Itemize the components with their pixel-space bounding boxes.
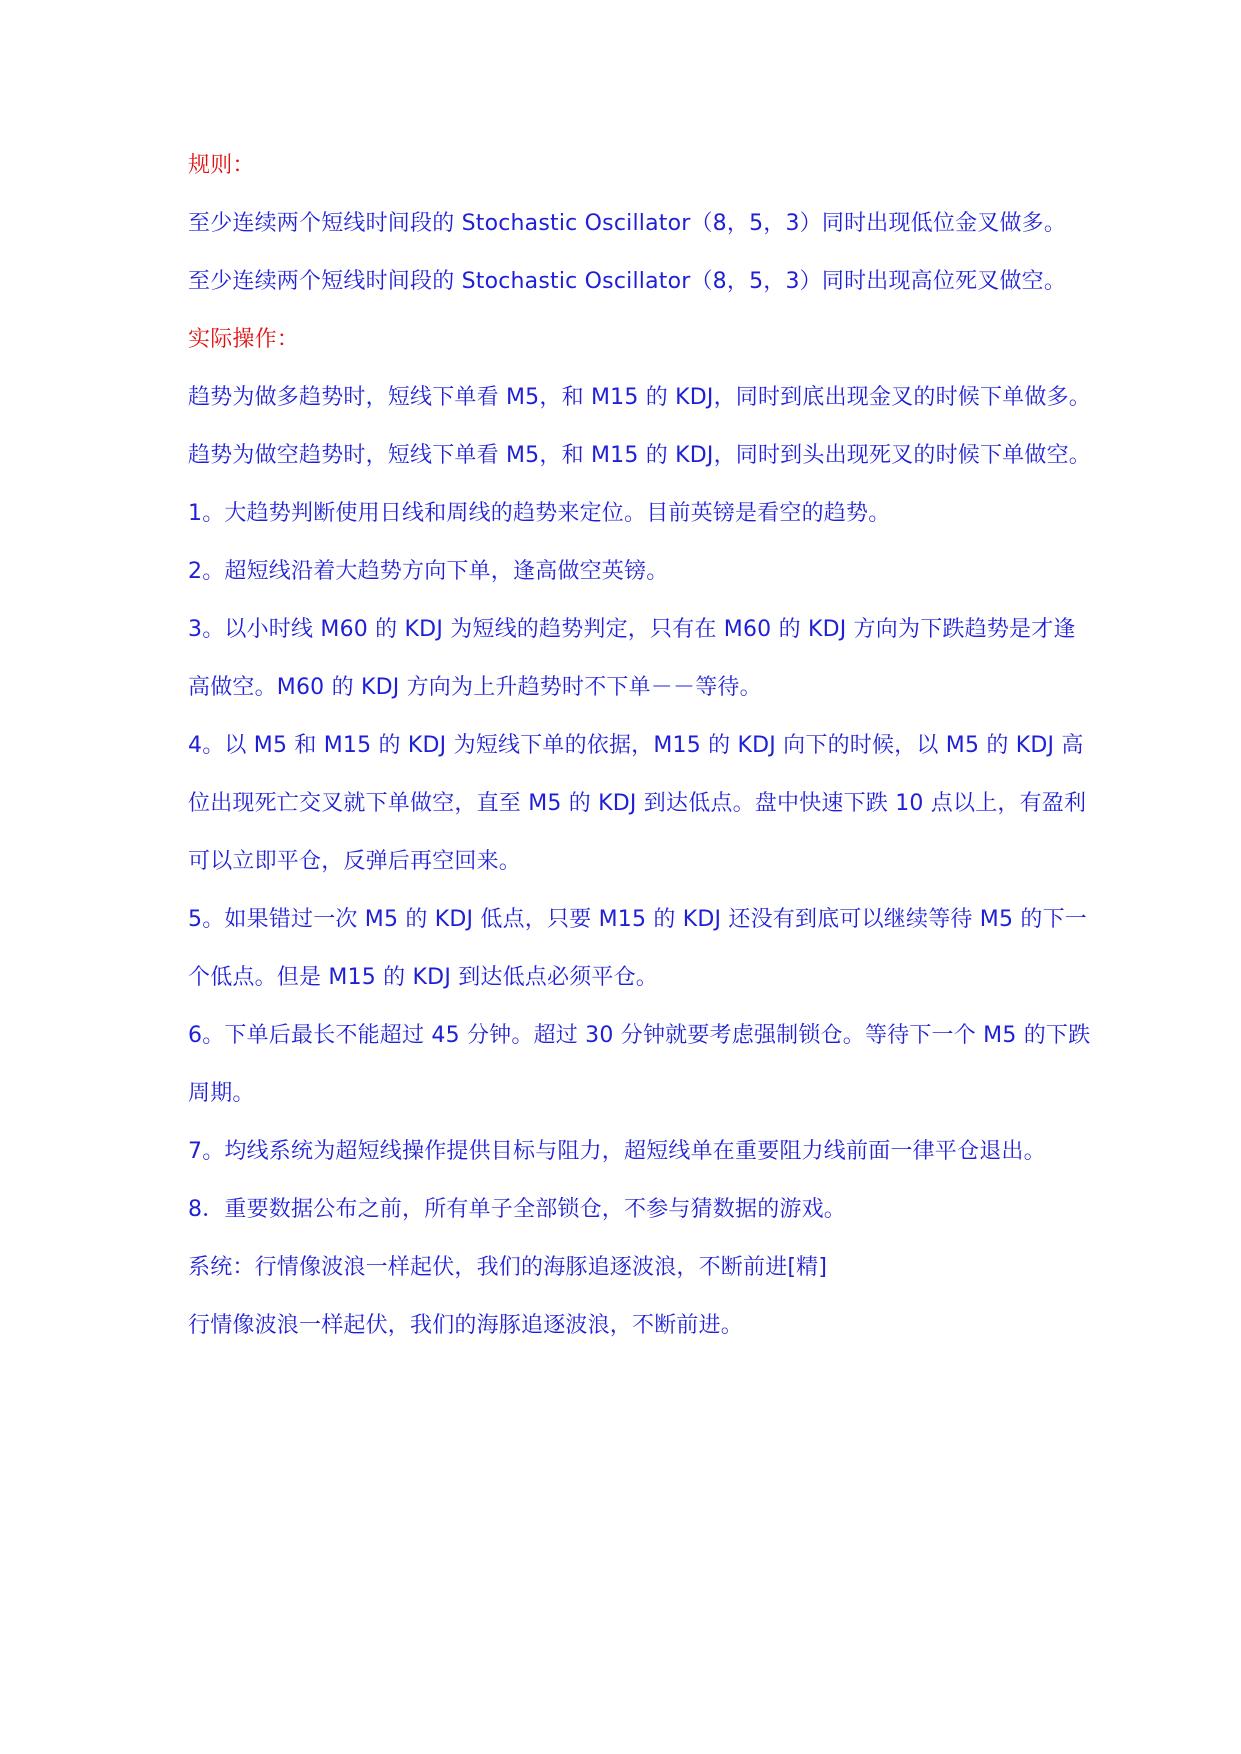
step-6-line: 6。下单后最长不能超过 45 分钟。超过 30 分钟就要考虑强制锁仓。等待下一个 M5 的下跌 [188,1023,1091,1048]
step-4-line: 可以立即平仓，反弹后再空回来。 [188,849,522,874]
step-7-line: 7。均线系统为超短线操作提供目标与阻力，超短线单在重要阻力线前面一律平仓退出。 [188,1139,1046,1164]
rule-line: 至少连续两个短线时间段的 Stochastic Oscillator（8，5，3）同时出现低位金叉做多。 [188,211,1067,236]
step-3-line: 3。以小时线 M60 的 KDJ 为短线的趋势判定，只有在 M60 的 KDJ 方向为下跌趋势是才逢 [188,617,1076,642]
step-8-line: 8．重要数据公布之前，所有单子全部锁仓，不参与猜数据的游戏。 [188,1197,846,1222]
operation-line: 趋势为做空趋势时，短线下单看 M5，和 M15 的 KDJ，同时到头出现死叉的时候下单做空。 [188,443,1091,468]
rule-line: 至少连续两个短线时间段的 Stochastic Oscillator（8，5，3）同时出现高位死叉做空。 [188,269,1067,294]
step-5-line: 个低点。但是 M15 的 KDJ 到达低点必须平仓。 [188,965,659,990]
closing-line: 行情像波浪一样起伏，我们的海豚追逐波浪，不断前进。 [188,1313,744,1338]
step-2-line: 2。超短线沿着大趋势方向下单，逢高做空英镑。 [188,559,669,584]
operation-line: 趋势为做多趋势时，短线下单看 M5，和 M15 的 KDJ，同时到底出现金叉的时候下单做多。 [188,385,1091,410]
step-1-line: 1。大趋势判断使用日线和周线的趋势来定位。目前英镑是看空的趋势。 [188,501,891,526]
step-3-line: 高做空。M60 的 KDJ 方向为上升趋势时不下单－－等待。 [188,675,762,700]
step-4-line: 4。以 M5 和 M15 的 KDJ 为短线下单的依据，M15 的 KDJ 向下的时候，以 M5 的 KDJ 高 [188,733,1084,758]
step-4-line: 位出现死亡交叉就下单做空，直至 M5 的 KDJ 到达低点。盘中快速下跌 10 点以上，有盈利 [188,791,1087,816]
rules-heading: 规则： [188,153,255,178]
system-line: 系统：行情像波浪一样起伏，我们的海豚追逐波浪，不断前进[精] [188,1255,828,1280]
step-5-line: 5。如果错过一次 M5 的 KDJ 低点，只要 M15 的 KDJ 还没有到底可以继续等待 M5 的下一 [188,907,1087,932]
step-6-line: 周期。 [188,1081,255,1106]
operations-heading: 实际操作： [188,327,300,352]
